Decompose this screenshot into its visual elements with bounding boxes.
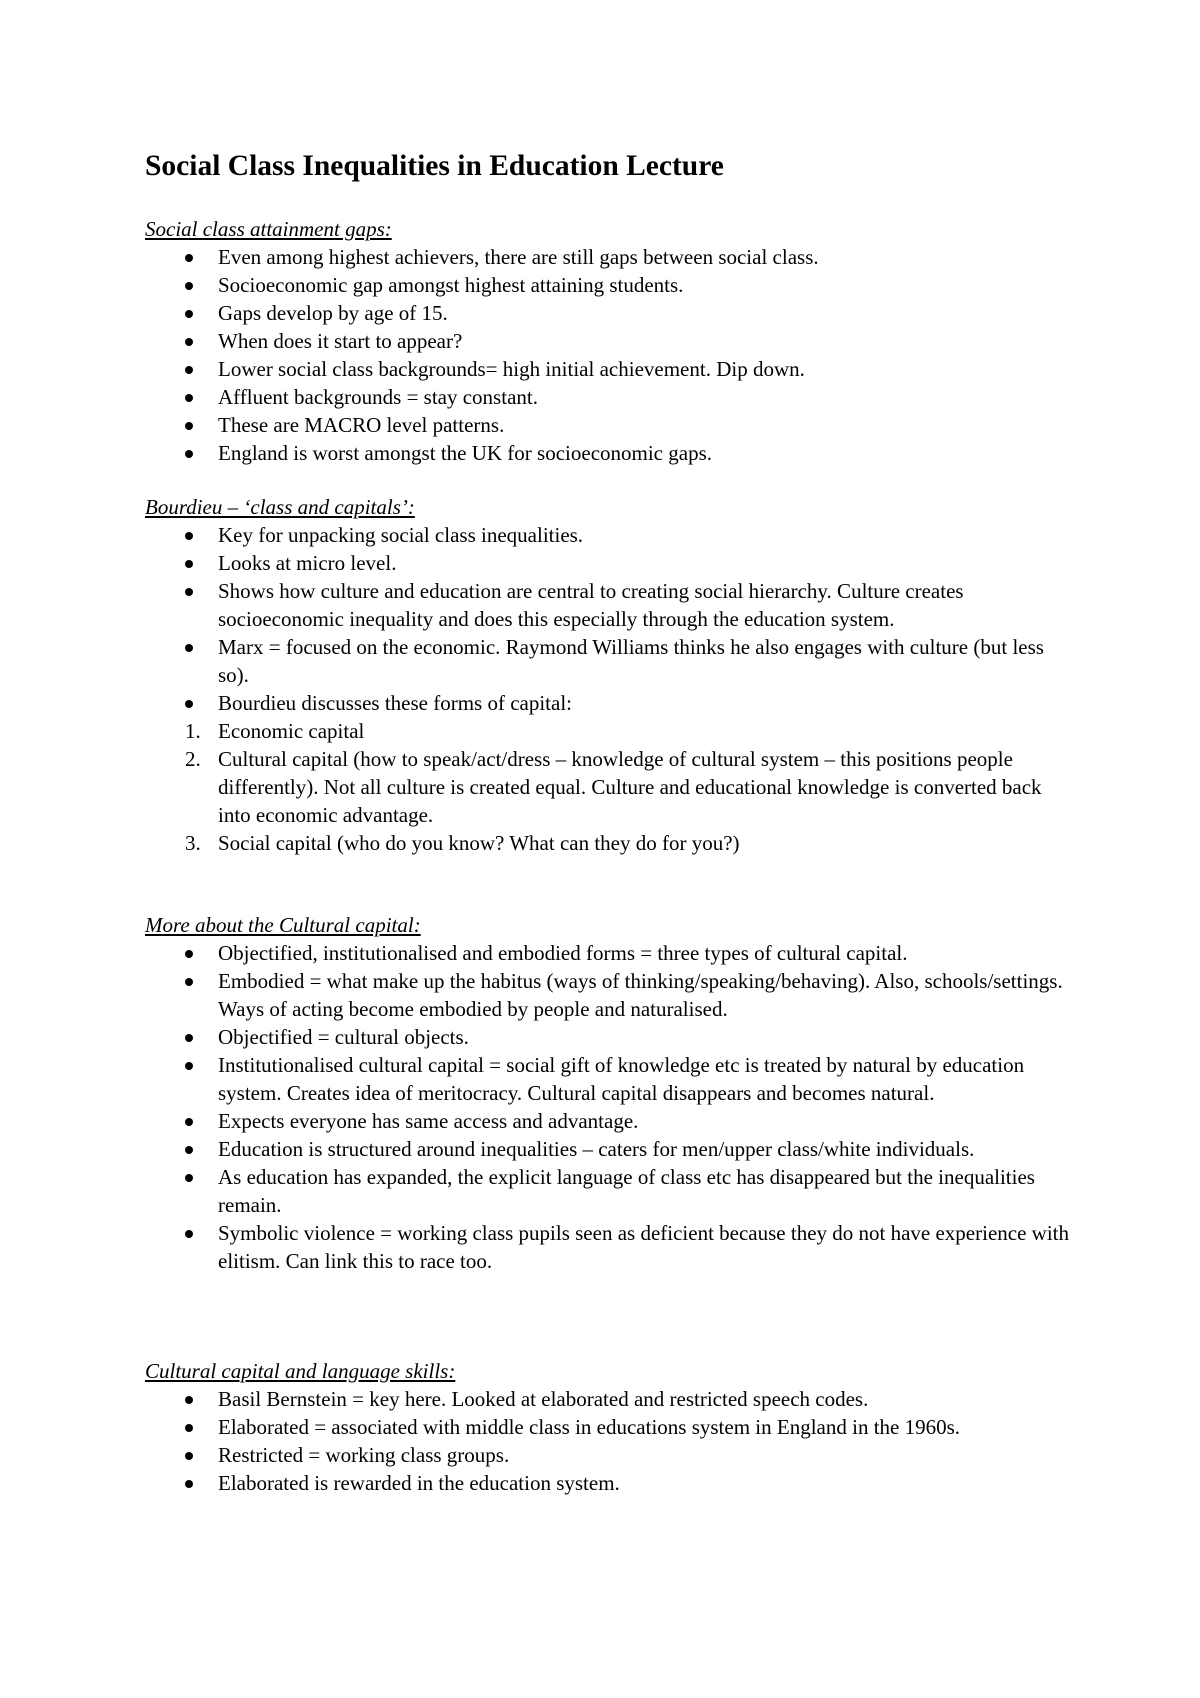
bullet-icon bbox=[145, 577, 193, 605]
bullet-list bbox=[145, 1385, 1075, 1497]
bullet-icon bbox=[145, 411, 193, 439]
list-item-text: England is worst amongst the UK for socioeconomic gaps. bbox=[218, 441, 712, 465]
numbered-item bbox=[145, 745, 1075, 829]
bullet-icon bbox=[145, 383, 193, 411]
list-item-text: When does it start to appear? bbox=[218, 329, 463, 353]
list-item bbox=[145, 1163, 1075, 1219]
section-cultural-capital bbox=[145, 911, 1075, 1275]
bullet-icon bbox=[145, 1413, 193, 1441]
list-item-text: Basil Bernstein = key here. Looked at elaborated and restricted speech codes. bbox=[218, 1387, 869, 1411]
section-language-skills bbox=[145, 1357, 1075, 1497]
list-item-text: As education has expanded, the explicit language of class etc has disappeared but the inequalities remain. bbox=[218, 1165, 1035, 1217]
list-item-text: Education is structured around inequalities – caters for men/upper class/white individuals. bbox=[218, 1137, 975, 1161]
bullet-icon bbox=[145, 549, 193, 577]
list-item bbox=[145, 939, 1075, 967]
list-item-text: Bourdieu discusses these forms of capital: bbox=[218, 691, 573, 715]
section-heading: More about the Cultural capital: bbox=[145, 913, 421, 937]
list-number: 1. bbox=[185, 719, 201, 743]
list-item bbox=[145, 1413, 1075, 1441]
list-item-text: Socioeconomic gap amongst highest attaining students. bbox=[218, 273, 684, 297]
list-item bbox=[145, 1441, 1075, 1469]
list-item-text: Affluent backgrounds = stay constant. bbox=[218, 385, 538, 409]
list-item bbox=[145, 521, 1075, 549]
list-item bbox=[145, 439, 1075, 467]
list-item-text: Symbolic violence = working class pupils seen as deficient because they do not have experience with elitism. Can link this to race too. bbox=[218, 1221, 1070, 1273]
list-number: 2. bbox=[185, 747, 201, 771]
bullet-icon bbox=[145, 939, 193, 967]
section-bourdieu bbox=[145, 493, 1075, 857]
bullet-icon bbox=[145, 1219, 193, 1247]
list-item bbox=[145, 577, 1075, 633]
list-item-text: Cultural capital (how to speak/act/dress – knowledge of cultural system – this positions people differently). Not all culture is created equal. Culture and educational knowledge is converted back into economic advantage. bbox=[218, 747, 1042, 827]
list-item-text: Embodied = what make up the habitus (ways of thinking/speaking/behaving). Also, schools/settings. Ways of acting become embodied by people and naturalised. bbox=[218, 969, 1063, 1021]
bullet-list bbox=[145, 521, 1075, 857]
list-item bbox=[145, 1385, 1075, 1413]
list-item bbox=[145, 967, 1075, 1023]
list-number: 3. bbox=[185, 831, 201, 855]
list-item bbox=[145, 633, 1075, 689]
list-item bbox=[145, 299, 1075, 327]
list-item bbox=[145, 1023, 1075, 1051]
bullet-icon bbox=[145, 1107, 193, 1135]
bullet-icon bbox=[145, 521, 193, 549]
bullet-list bbox=[145, 939, 1075, 1275]
list-item bbox=[145, 411, 1075, 439]
bullet-icon bbox=[145, 271, 193, 299]
list-item-text: Economic capital bbox=[218, 719, 365, 743]
list-item bbox=[145, 1469, 1075, 1497]
list-item bbox=[145, 327, 1075, 355]
list-item bbox=[145, 1135, 1075, 1163]
section-heading: Social class attainment gaps: bbox=[145, 217, 392, 241]
bullet-icon bbox=[145, 1023, 193, 1051]
list-item-text: Objectified = cultural objects. bbox=[218, 1025, 469, 1049]
document-title: Social Class Inequalities in Education Lecture bbox=[145, 150, 724, 182]
list-item-text: Elaborated = associated with middle class in educations system in England in the 1960s. bbox=[218, 1415, 961, 1439]
numbered-item bbox=[145, 717, 1075, 745]
list-item-text: Objectified, institutionalised and embodied forms = three types of cultural capital. bbox=[218, 941, 908, 965]
list-item-text: Social capital (who do you know? What can they do for you?) bbox=[218, 831, 740, 855]
bullet-icon bbox=[145, 967, 193, 995]
bullet-icon bbox=[145, 689, 193, 717]
bullet-icon bbox=[145, 1469, 193, 1497]
list-item-text: Even among highest achievers, there are still gaps between social class. bbox=[218, 245, 819, 269]
list-item-text: These are MACRO level patterns. bbox=[218, 413, 505, 437]
bullet-icon bbox=[145, 299, 193, 327]
list-item-text: Restricted = working class groups. bbox=[218, 1443, 510, 1467]
numbered-item bbox=[145, 829, 1075, 857]
list-item-text: Gaps develop by age of 15. bbox=[218, 301, 448, 325]
list-item-text: Lower social class backgrounds= high initial achievement. Dip down. bbox=[218, 357, 805, 381]
section-attainment-gaps bbox=[145, 215, 1075, 467]
bullet-icon bbox=[145, 1163, 193, 1191]
list-item bbox=[145, 383, 1075, 411]
list-item bbox=[145, 1107, 1075, 1135]
list-item bbox=[145, 271, 1075, 299]
bullet-icon bbox=[145, 355, 193, 383]
section-heading: Bourdieu – ‘class and capitals’: bbox=[145, 495, 415, 519]
list-item-text: Institutionalised cultural capital = social gift of knowledge etc is treated by natural by education system. Creates idea of meritocracy. Cultural capital disappears and becomes natural. bbox=[218, 1053, 1025, 1105]
bullet-icon bbox=[145, 439, 193, 467]
list-item-text: Looks at micro level. bbox=[218, 551, 397, 575]
bullet-icon bbox=[145, 1051, 193, 1079]
bullet-icon bbox=[145, 327, 193, 355]
list-item-text: Marx = focused on the economic. Raymond Williams thinks he also engages with culture (but less so). bbox=[218, 635, 1044, 687]
bullet-icon bbox=[145, 243, 193, 271]
section-heading: Cultural capital and language skills: bbox=[145, 1359, 456, 1383]
bullet-icon bbox=[145, 633, 193, 661]
list-item-text: Expects everyone has same access and advantage. bbox=[218, 1109, 639, 1133]
list-item bbox=[145, 1051, 1075, 1107]
list-item bbox=[145, 355, 1075, 383]
list-item bbox=[145, 1219, 1075, 1275]
list-item bbox=[145, 549, 1075, 577]
bullet-icon bbox=[145, 1385, 193, 1413]
bullet-icon bbox=[145, 1441, 193, 1469]
list-item-text: Shows how culture and education are central to creating social hierarchy. Culture creates socioeconomic inequality and does this especially through the education system. bbox=[218, 579, 964, 631]
list-item-text: Key for unpacking social class inequalities. bbox=[218, 523, 584, 547]
list-item bbox=[145, 689, 1075, 717]
list-item-text: Elaborated is rewarded in the education system. bbox=[218, 1471, 620, 1495]
list-item bbox=[145, 243, 1075, 271]
bullet-list bbox=[145, 243, 1075, 467]
bullet-icon bbox=[145, 1135, 193, 1163]
